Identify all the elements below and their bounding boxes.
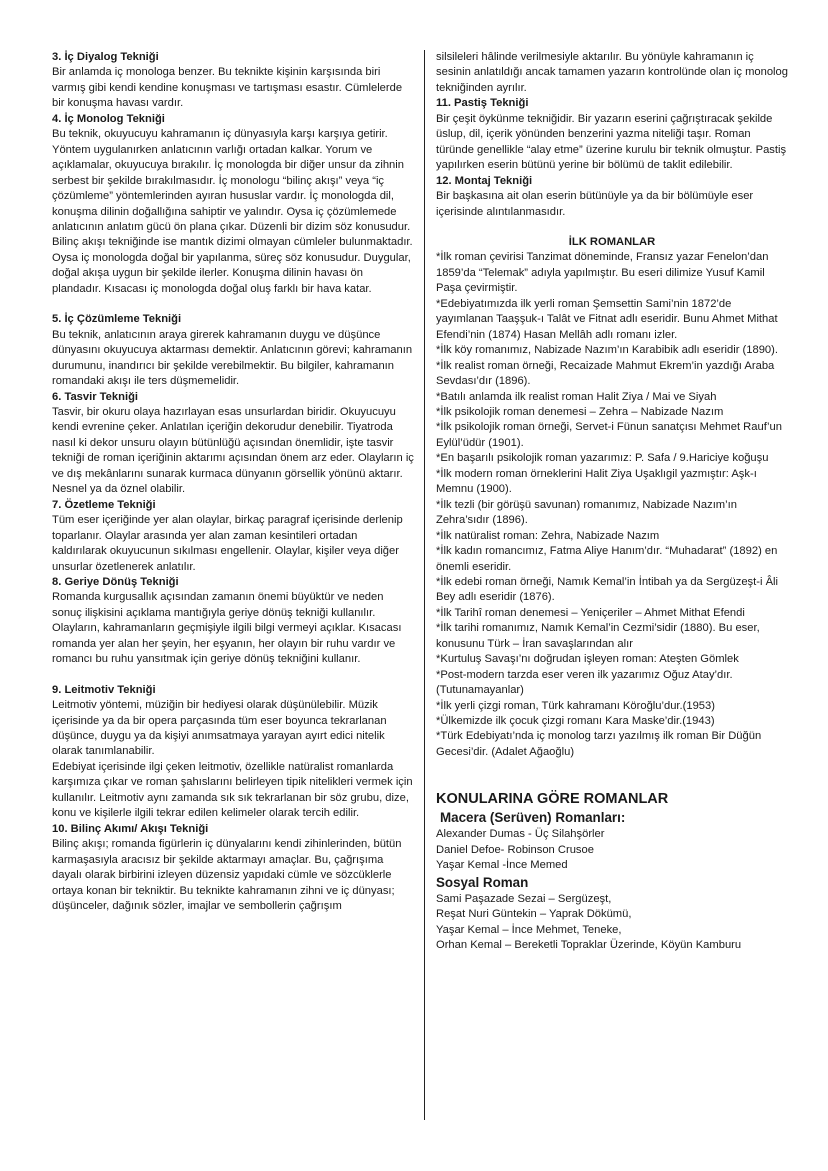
list-item: *İlk yerli çizgi roman, Türk kahramanı Köroğlu’dur.(1953) [436,699,715,712]
section-body: silsileleri hâlinde verilmesiyle aktarılır. Bu yönüyle kahramanın iç sesinin anlatıldığı ancak tamamen yazarın kontrolünde olan iç monolog tekniğinden ayrılır. [436,51,788,94]
macera-title: Macera (Serüven) Romanları: [440,810,626,826]
section-body: Bilinç akışı; romanda figürlerin iç dünyalarını kendi zihinlerinden, bütün karmaşasıyla aracısız bir şekilde aktarmayı amaçlar. Bu, çağrışıma dayalı olarak birbirini izleyen düzensiz yapıdaki cümle ve sözcüklerle ortaya konan bir tekniktir. Bu teknikte kahramanın zihni ve iç dünyası; düşünceler, dağınık sözler, imajlar ve sembollerin çağrışım [52,838,402,913]
list-item: Yaşar Kemal – İnce Mehmet, Teneke, [436,923,622,936]
section-title: 4. İç Monolog Tekniği [52,112,165,125]
list-item: Sami Paşazade Sezai – Sergüzeşt, [436,892,612,905]
section-body: Tasvir, bir okuru olaya hazırlayan esas unsurlardan biridir. Okuyucuyu kendi evrenine çeker. Anlatılan içeriğin dekorudur denebilir. Tiyatroda nasıl ki dekor unsuru olayın bütünlüğü açısından önemlidir, işte tasvir tekniği de roman içeriğinin aktarımı açısından önem arz eder. Olayların iç ve dış mekânlarını sunarak kurmaca dünyanın görsellik yönünü aktarır. Nesnel ya da öznel olabilir. [52,405,414,496]
list-item: *İlk roman çevirisi Tanzimat döneminde, Fransız yazar Fenelon’dan 1859’da “Telemak” adıyla yapılmıştır. Bu eseri dilimize Yusuf Kamil Paşa çevirmiştir. [436,251,769,295]
list-item: Alexander Dumas - Üç Silahşörler [436,828,605,841]
list-item: Orhan Kemal – Bereketli Topraklar Üzerinde, Köyün Kamburu [436,939,742,952]
list-item: *Post-modern tarzda eser veren ilk yazarımız Oğuz Atay’dır. (Tutunamayanlar) [436,668,733,697]
section-title: 6. Tasvir Tekniği [52,390,139,403]
list-item: *Türk Edebiyatı’nda iç monolog tarzı yazılmış ilk roman Bir Düğün Gecesi’dir. (Adalet Ağaoğlu) [436,730,762,758]
ilk-romanlar-title: İLK ROMANLAR [568,235,656,248]
list-item: *İlk tezli (bir görüşü savunan) romanımız, Nabizade Nazım’ın Zehra’sıdır (1896). [436,498,737,527]
ilk-romanlar-list [436,250,788,760]
section-body: Bir anlamda iç monologa benzer. Bu teknikte kişinin karşısında biri varmış gibi kendi kendine konuşması ve tartışması esastır. Cümlelerde bir konuşma havası vardır. [52,66,403,110]
section-body: Bir başkasına ait olan eserin bütünüyle ya da bir bölümüyle eser içerisinde alıntılanmasıdır. [436,190,754,218]
section-title: 9. Leitmotiv Tekniği [52,683,156,696]
list-item: *Edebiyatımızda ilk yerli roman Şemsettin Sami’nin 1872’de yayımlanan Taaşşuk-ı Talât ve Fitnat adlı eseridir. Bunu Ahmet Mithat Efendi’nin (1874) Hasan Mellâh adlı romanı izler. [436,297,778,341]
list-item: Reşat Nuri Güntekin – Yaprak Dökümü, [436,908,632,921]
section-body: Bu teknik, okuyucuyu kahramanın iç dünyasıyla karşı karşıya getirir. Yöntem uygulanırken anlatıcının varlığı ortadan kalkar. Yorum ve açıklamalar, okuyucuya bırakılır. İç monologda bir diğer unsur da zihnin serbest bir şekilde bırakılmasıdır. İç monologu “bilinç akışı” veya “iç çözümleme” yöntemlerinden ayıran hususlar vardır. İç monologda dil, konuşma dilinin doğallığına sahiptir ve yalındır. Oysa iç çözümlemede anlatıcının anlatım gücü ön plana çıkar. Düzenli bir dizim söz konusudur. Bilinç akışı tekniğinde ise mantık dizimi olmayan cümleler bulunmaktadır. Oysa iç monologda doğal bir yapılanma, süreç söz konusudur. Duygular, doğal akışa uygun bir şekilde ilerler. Konuşma dilinin havası ön plandadır. Kısacası iç monologda doğal oluş farklı bir hava katar. [52,128,413,295]
list-item: Daniel Defoe- Robinson Crusoe [436,843,594,856]
section-body: Romanda kurgusallık açısından zamanın önemi büyüktür ve neden sonuç ilişkisini açıklama mantığıyla geriye dönüş tekniği kullanılır. Olayların, kahramanların geçmişiyle ilgili bilgi vermeyi açıklar. Kısacası romanda yer alan her şeyin, her eşyanın, her olayın bir ruhu vardır ve romancı bu ruhu yansıtmak için geriye dönüş tekniğini kullanır. [52,591,402,666]
section-body: Bu teknik, anlatıcının araya girerek kahramanın duygu ve düşünce dünyasını okuyucuya aktarması demektir. Anlatıcının görevi; kahramanın durumunu, inandırıcı bir şekilde verebilmektir. Bu bilgiler, kahramanın romandaki akışı ile ters düşmemelidir. [52,328,413,388]
section-title: 3. İç Diyalog Tekniği [52,51,159,63]
list-item: *İlk edebi roman örneği, Namık Kemal’in İntibah ya da Sergüzeşt-i Âli Bey adlı eseridir (1876). [436,575,779,604]
list-item: *İlk kadın romancımız, Fatma Aliye Hanım’dır. “Muhadarat” (1892) en önemli eseridir. [436,545,778,573]
list-item: *İlk modern roman örneklerini Halit Ziya Uşaklıgil yazmıştır: Aşk-ı Memnu (1900). [436,467,757,496]
konularina-gore-title: KONULARINA GÖRE ROMANLAR [436,791,669,808]
section-title: 10. Bilinç Akımı/ Akışı Tekniği [52,822,209,835]
left-column [52,50,414,914]
list-item: *İlk tarihi romanımız, Namık Kemal’in Cezmi’sidir (1880). Bu eser, konusunu Türk – İran savaşlarından alır [436,622,760,650]
list-item: *Batılı anlamda ilk realist roman Halit Ziya / Mai ve Siyah [436,390,717,403]
list-item: *İlk psikolojik roman denemesi – Zehra – Nabizade Nazım [436,405,724,418]
sosyal-title: Sosyal Roman [436,874,529,890]
list-item: *İlk köy romanımız, Nabizade Nazım’ın Karabibik adlı eseridir (1890). [436,344,778,357]
section-title: 5. İç Çözümleme Tekniği [52,313,182,326]
list-item: *İlk Tarihî roman denemesi – Yeniçeriler – Ahmet Mithat Efendi [436,606,745,619]
list-item: *İlk natüralist roman: Zehra, Nabizade Nazım [436,529,660,542]
section-title: 7. Özetleme Tekniği [52,498,156,511]
right-column [436,50,788,954]
section-title: 11. Pastiş Tekniği [436,97,529,110]
section-title: 12. Montaj Tekniği [436,174,533,187]
list-item: *İlk psikolojik roman örneği, Servet-i Fünun sanatçısı Mehmet Rauf’un Eylül’üdür (1901). [436,421,782,449]
section-body: Leitmotiv yöntemi, müziğin bir hediyesi olarak düşünülebilir. Müzik içerisinde ya da bir opera parçasında tüm eser boyunca tekrarlanan düşünce, duygu ya da kişiyi anımsatmaya yarayan ayırt edici nitelik olarak tanımlanabilir. [52,699,387,758]
column-divider [424,50,425,1120]
section-body: Bir çeşit öykünme tekniğidir. Bir yazarın eserini çağrıştıracak şekilde üslup, dil, içerik yönünden benzerini yazma niteliği taşır. Roman türünde genellikle “alay etme” üzerine kurulu bir teknik olmuştur. Pastiş yapılırken eserin bütünü yerine bir bölümü de taklit edilebilir. [436,112,787,172]
section-body: Tüm eser içeriğinde yer alan olaylar, birkaç paragraf içerisinde derlenip toparlanır. Olaylar arasında yer alan zaman kesintileri ortadan kaldırılarak okuyucunun sıkılması engellenir. Olaylar, kişiler veya diğer unsurlar özetlenerek anlatılır. [52,514,403,573]
list-item: *İlk realist roman örneği, Recaizade Mahmut Ekrem’in yazdığı Araba Sevdası’dır (1896). [436,359,775,388]
list-item: *Ülkemizde ilk çocuk çizgi romanı Kara Maske’dir.(1943) [436,715,715,728]
list-item: *En başarılı psikolojik roman yazarımız: P. Safa / 9.Hariciye koğuşu [436,452,769,465]
section-body: Edebiyat içerisinde ilgi çeken leitmotiv, özellikle natüralist romanlarda karşımıza çıkar ve roman şahıslarını belirleyen tipik nitelikleri vermek için kullanılır. Leitmotiv aynı zamanda sık sık tekrarlanan bir söz grubu, dize, konu ve kişilerle ilgili tekrar edilen kelimeler olarak tercih edilir. [52,760,413,820]
section-title: 8. Geriye Dönüş Tekniği [52,575,179,588]
list-item: Yaşar Kemal -İnce Memed [436,859,568,872]
list-item: *Kurtuluş Savaşı’nı doğrudan işleyen roman: Ateşten Gömlek [436,653,739,666]
